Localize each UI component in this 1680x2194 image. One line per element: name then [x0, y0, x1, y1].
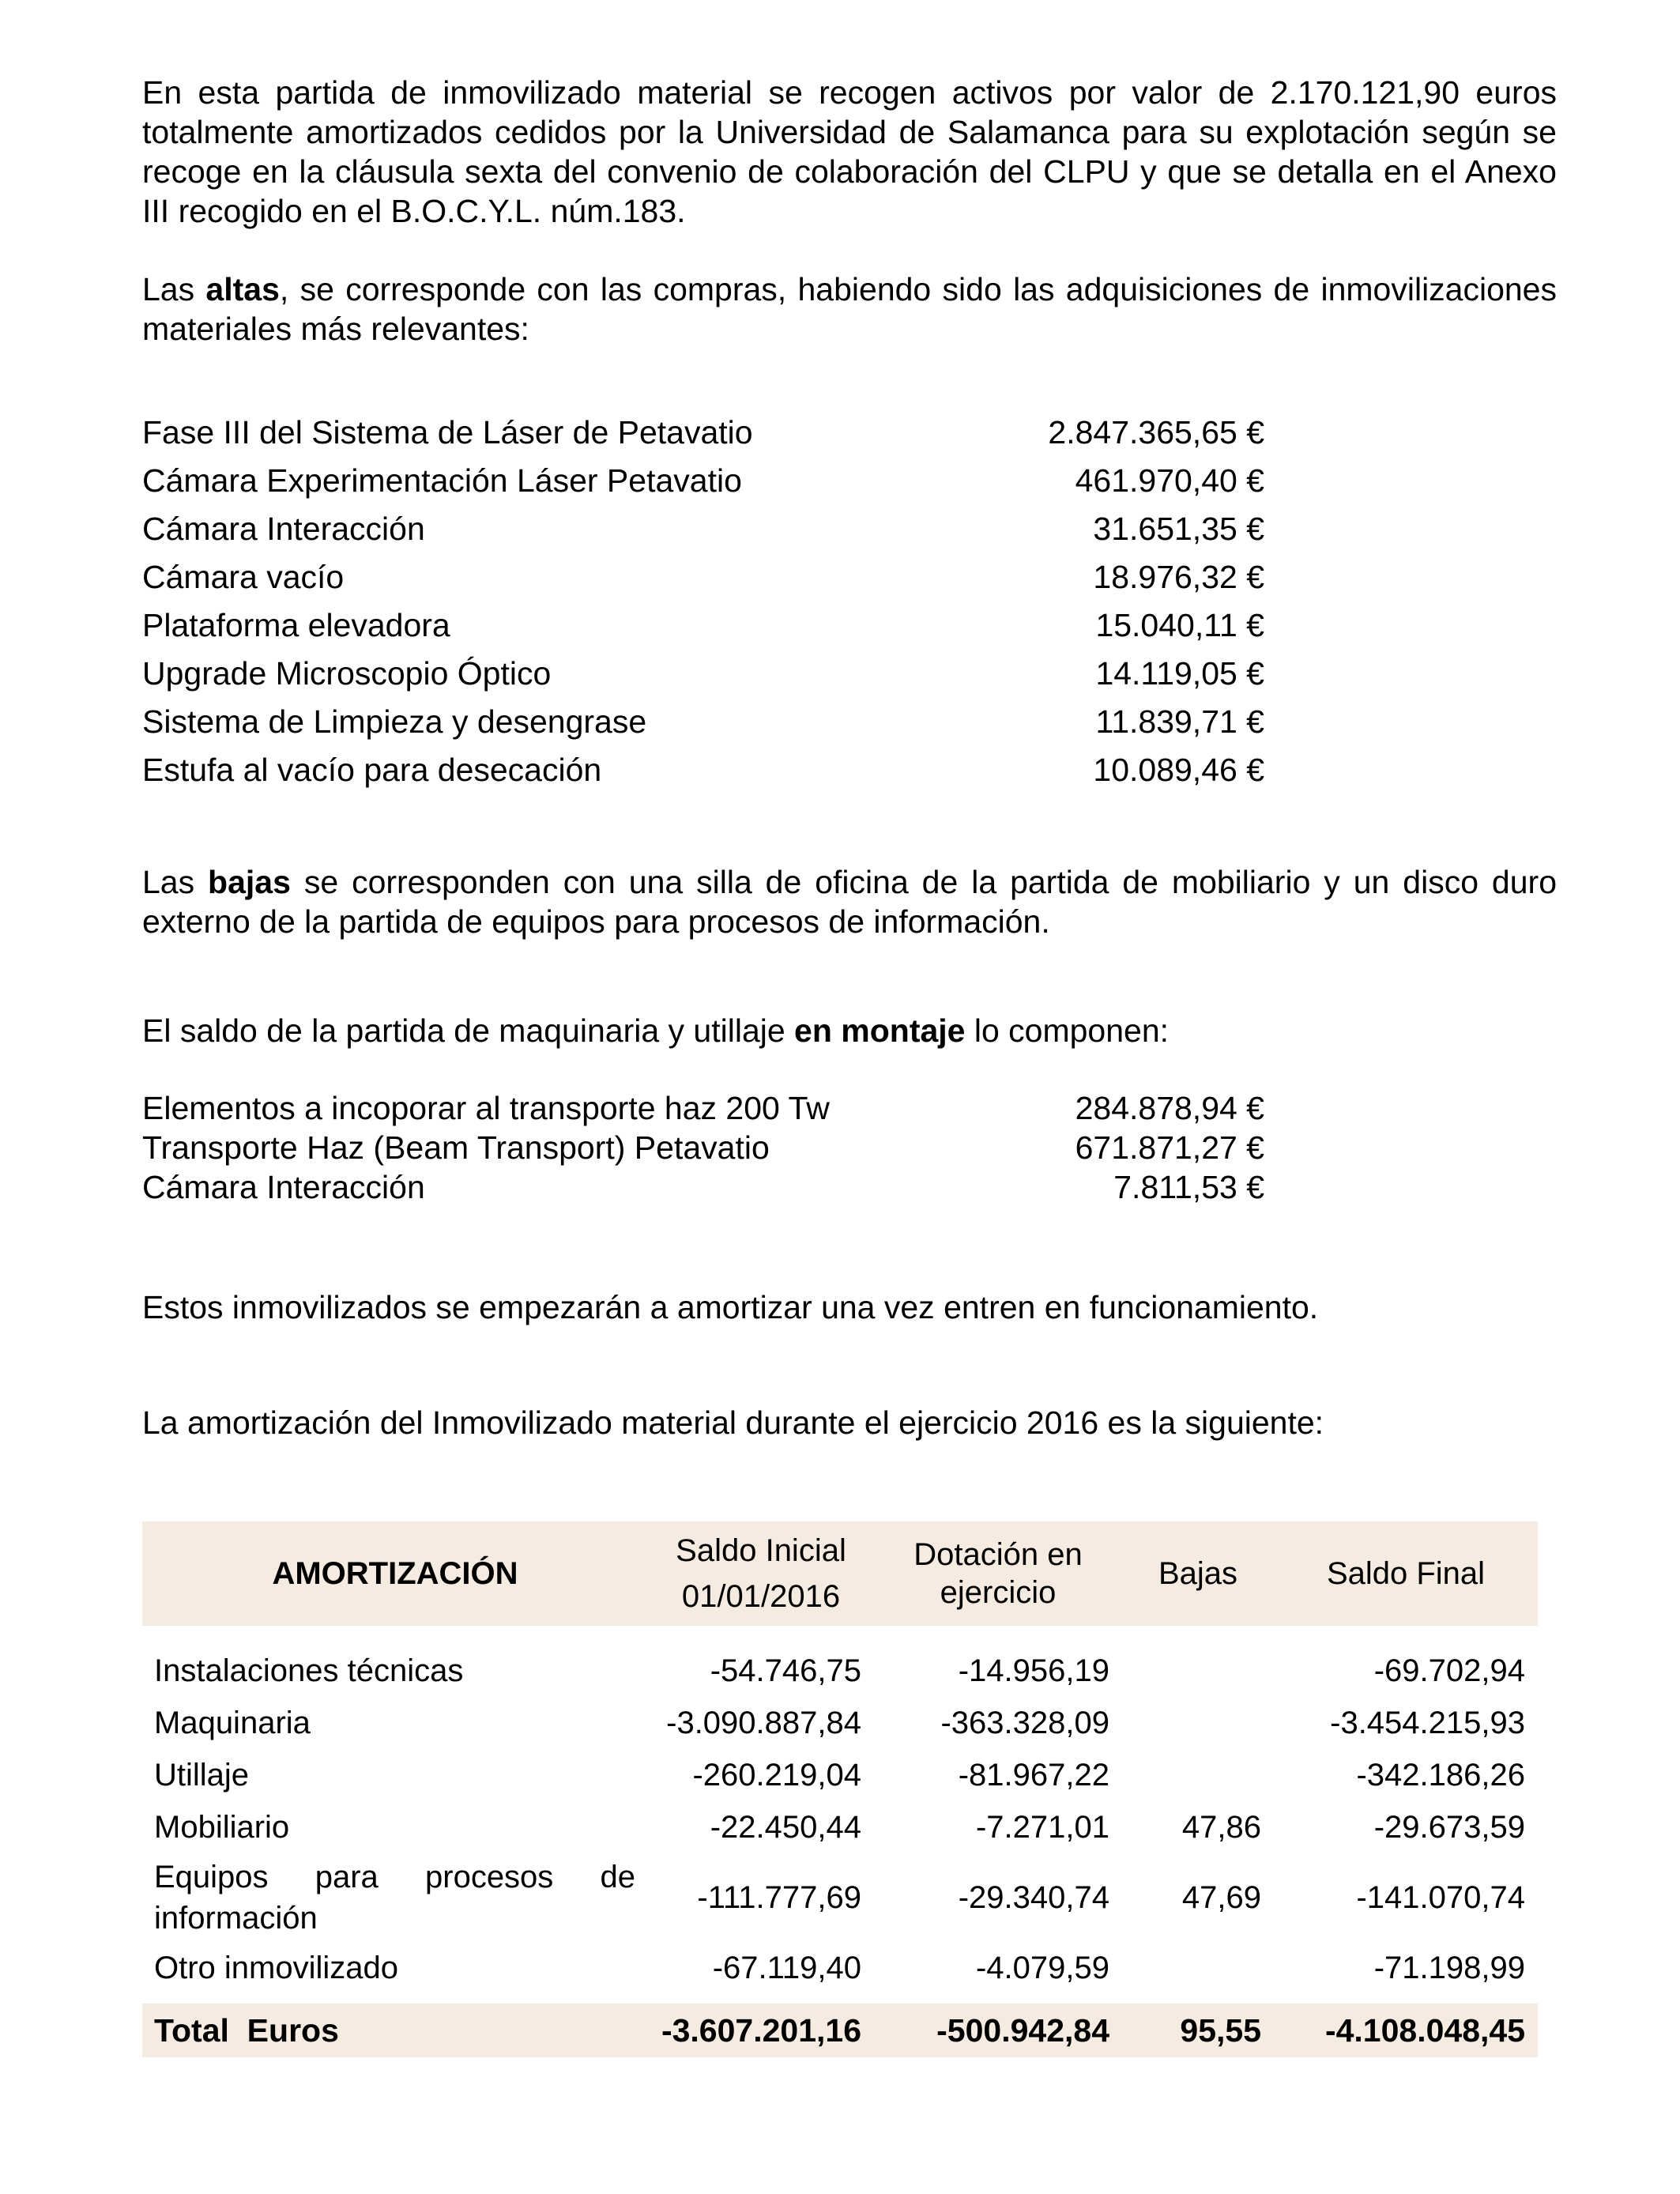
header-amortizacion: AMORTIZACIÓN — [142, 1521, 648, 1626]
montaje-list — [142, 1088, 1264, 1207]
list-item: Cámara vacío 18.976,32 € — [142, 559, 1264, 595]
header-bajas: Bajas — [1122, 1521, 1274, 1626]
list-item: Estufa al vacío para desecación 10.089,46 € — [142, 752, 1264, 788]
list-item: Fase III del Sistema de Láser de Petavatio 2.847.365,65 € — [142, 414, 1264, 450]
list-item: Plataforma elevadora 15.040,11 € — [142, 607, 1264, 643]
amortizacion-table — [142, 1521, 1538, 2057]
list-item: Transporte Haz (Beam Transport) Petavatio 671.871,27 € — [142, 1129, 1264, 1166]
altas-paragraph: Las altas, se corresponde con las compras, habiendo sido las adquisiciones de inmovilizaciones materiales más relevantes: — [142, 271, 1557, 347]
table-row: Mobiliario -22.450,44 -7.271,01 47,86 -29.673,59 — [154, 1809, 1525, 1845]
montaje-paragraph: El saldo de la partida de maquinaria y utillaje en montaje lo componen: — [142, 1012, 1170, 1049]
table-row: Otro inmovilizado -67.119,40 -4.079,59 -71.198,99 — [154, 1950, 1525, 1985]
table-total-row: Total Euros -3.607.201,16 -500.942,84 95,55 -4.108.048,45 — [142, 2004, 1538, 2057]
bajas-paragraph: Las bajas se corresponden con una silla de oficina de la partida de mobiliario y un disco duro externo de la partida de equipos para procesos de información. — [142, 864, 1557, 940]
list-item: Cámara Experimentación Láser Petavatio 461.970,40 € — [142, 462, 1264, 499]
list-item: Elementos a incoporar al transporte haz 200 Tw 284.878,94 € — [142, 1090, 1264, 1126]
table-header-row — [142, 1521, 1538, 1626]
list-item: Cámara Interacción 7.811,53 € — [142, 1169, 1264, 1205]
list-item: Cámara Interacción 31.651,35 € — [142, 511, 1264, 547]
intro-paragraph: En esta partida de inmovilizado material se recogen activos por valor de 2.170.121,90 euros totalmente amortizados cedidos por la Universidad de Salamanca para su explotación según se recoge en la cláusula sexta del convenio de colaboración del CLPU y que se detalla en el Anexo III recogido en el B.O.C.Y.L. núm.183. — [142, 74, 1557, 229]
funcionamiento-paragraph: Estos inmovilizados se empezarán a amortizar una vez entren en funcionamiento. — [142, 1289, 1319, 1325]
altas-bold: altas — [205, 271, 280, 307]
header-saldo-final: Saldo Final — [1274, 1521, 1538, 1626]
table-row: Utillaje -260.219,04 -81.967,22 -342.186,26 — [154, 1757, 1525, 1793]
header-saldo-inicial: Saldo Inicial 01/01/2016 — [648, 1521, 874, 1626]
list-item: Upgrade Microscopio Óptico 14.119,05 € — [142, 655, 1264, 692]
montaje-bold: en montaje — [794, 1012, 966, 1049]
table-row: Instalaciones técnicas -54.746,75 -14.956,19 -69.702,94 — [154, 1653, 1525, 1688]
amortizacion-intro-paragraph: La amortización del Inmovilizado material durante el ejercicio 2016 es la siguiente: — [142, 1404, 1324, 1441]
header-dotacion: Dotación en ejercicio — [874, 1521, 1122, 1626]
table-row: Maquinaria -3.090.887,84 -363.328,09 -3.454.215,93 — [154, 1705, 1525, 1740]
table-row: Equipos para procesos de información -111.777,69 -29.340,74 47,69 -141.070,74 — [154, 1860, 1525, 1936]
list-item: Sistema de Limpieza y desengrase 11.839,71 € — [142, 703, 1264, 740]
bajas-bold: bajas — [208, 864, 291, 900]
altas-list — [142, 409, 1264, 794]
